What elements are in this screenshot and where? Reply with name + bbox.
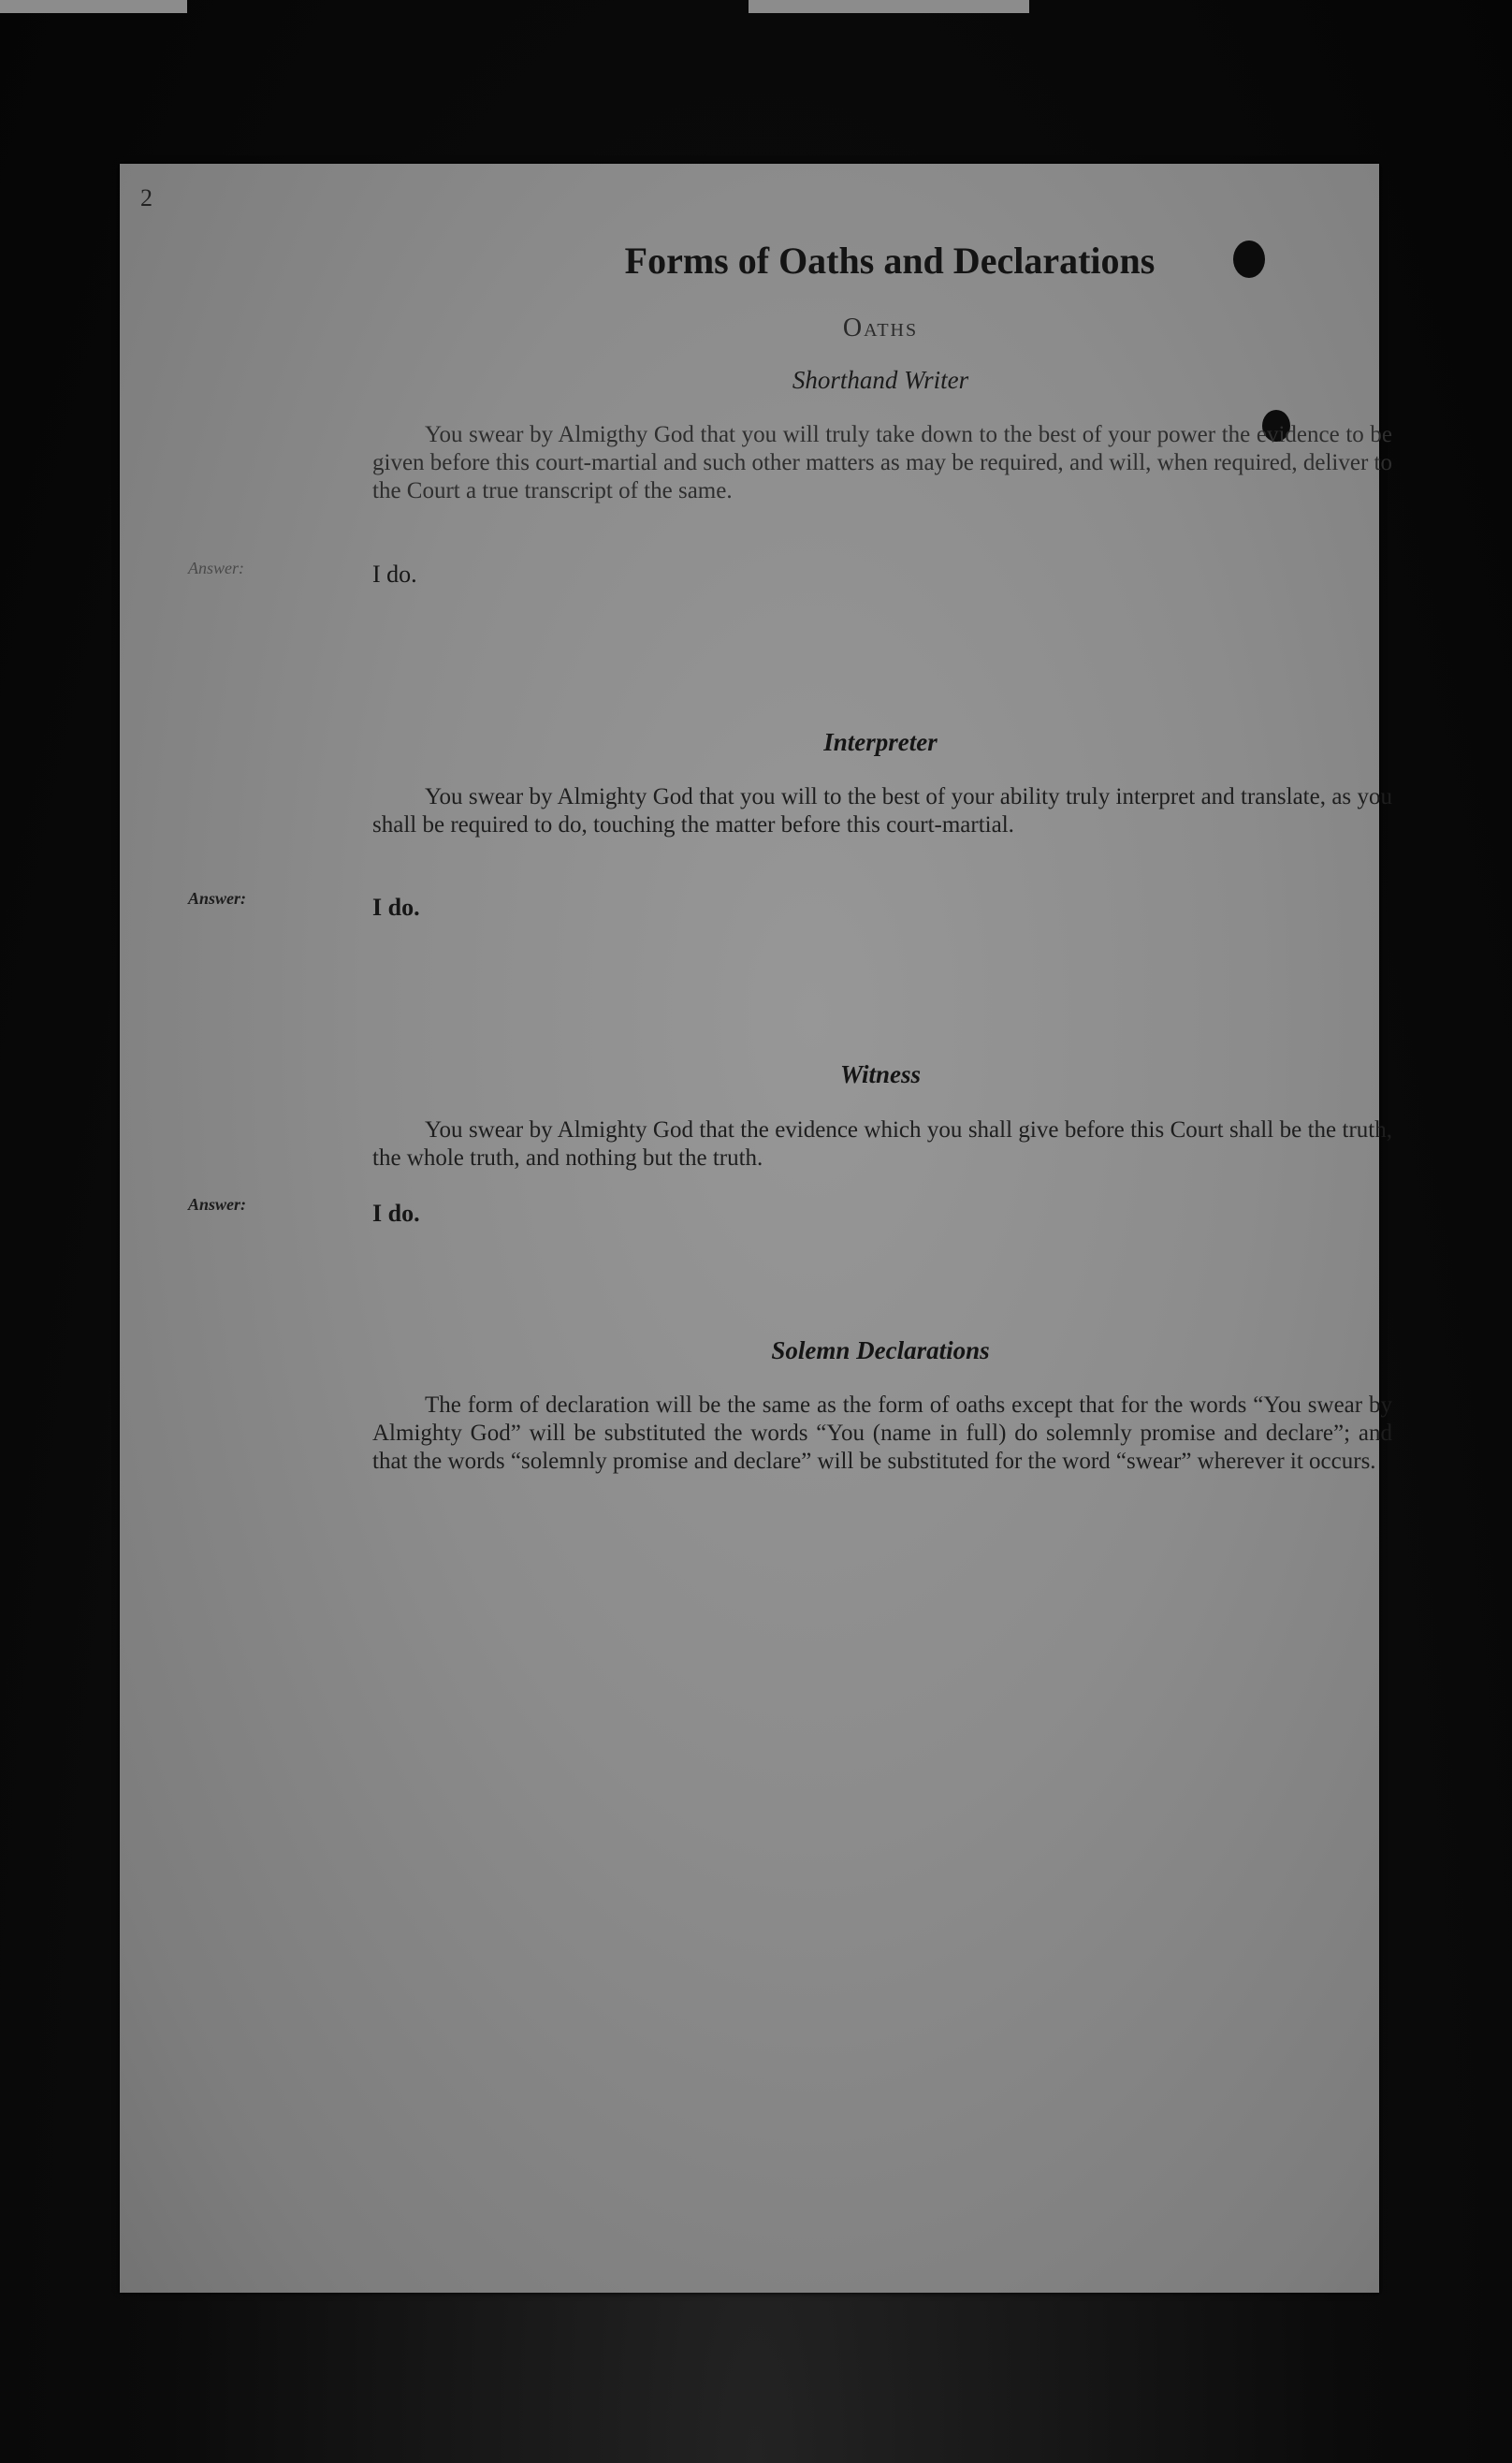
witness-answer: I do. bbox=[372, 1200, 420, 1227]
page-title: Forms of Oaths and Declarations bbox=[624, 240, 1156, 282]
shorthand-writer-oath-text: You swear by Almigthy God that you will truly take down to the best of your power the evidence to be given before this court-martial and such other matters as may be required, and will, when required, deliver to the Court a true transcript of the same. bbox=[372, 422, 1392, 503]
interpreter-oath-text: You swear by Almighty God that you will to the best of your ability truly interpret and translate, as you shall be required to do, touching the matter before this court-martial. bbox=[372, 784, 1392, 838]
shorthand-answer: I do. bbox=[372, 561, 417, 588]
witness-answer-label: Answer: bbox=[188, 1195, 247, 1214]
oaths-heading: Oaths bbox=[842, 313, 919, 342]
interpreter-answer: I do. bbox=[372, 894, 420, 921]
interpreter-answer-label: Answer: bbox=[188, 889, 247, 908]
interpreter-heading: Interpreter bbox=[823, 728, 938, 756]
solemn-declarations-heading: Solemn Declarations bbox=[771, 1336, 990, 1364]
page-number: 2 bbox=[140, 184, 153, 211]
film-edge-right bbox=[749, 0, 1029, 13]
ink-blot bbox=[1233, 240, 1265, 278]
witness-heading: Witness bbox=[839, 1060, 922, 1088]
shorthand-writer-heading: Shorthand Writer bbox=[792, 366, 969, 394]
witness-oath-text: You swear by Almighty God that the evidence which you shall give before this Court shall be the truth, the whole truth, and nothing but the truth. bbox=[372, 1117, 1392, 1171]
film-edge-left bbox=[0, 0, 187, 13]
shorthand-answer-label: Answer: bbox=[188, 559, 244, 577]
document-page bbox=[120, 164, 1392, 2293]
solemn-declarations-text: The form of declaration will be the same as the form of oaths except that for the words “You swear by Almighty God” will be substituted the words “You (name in full) do solemnly promise and declare”; and that the words “solemnly promise and declare” will be substituted for the word “swear” wherever it occurs. bbox=[372, 1392, 1392, 1474]
